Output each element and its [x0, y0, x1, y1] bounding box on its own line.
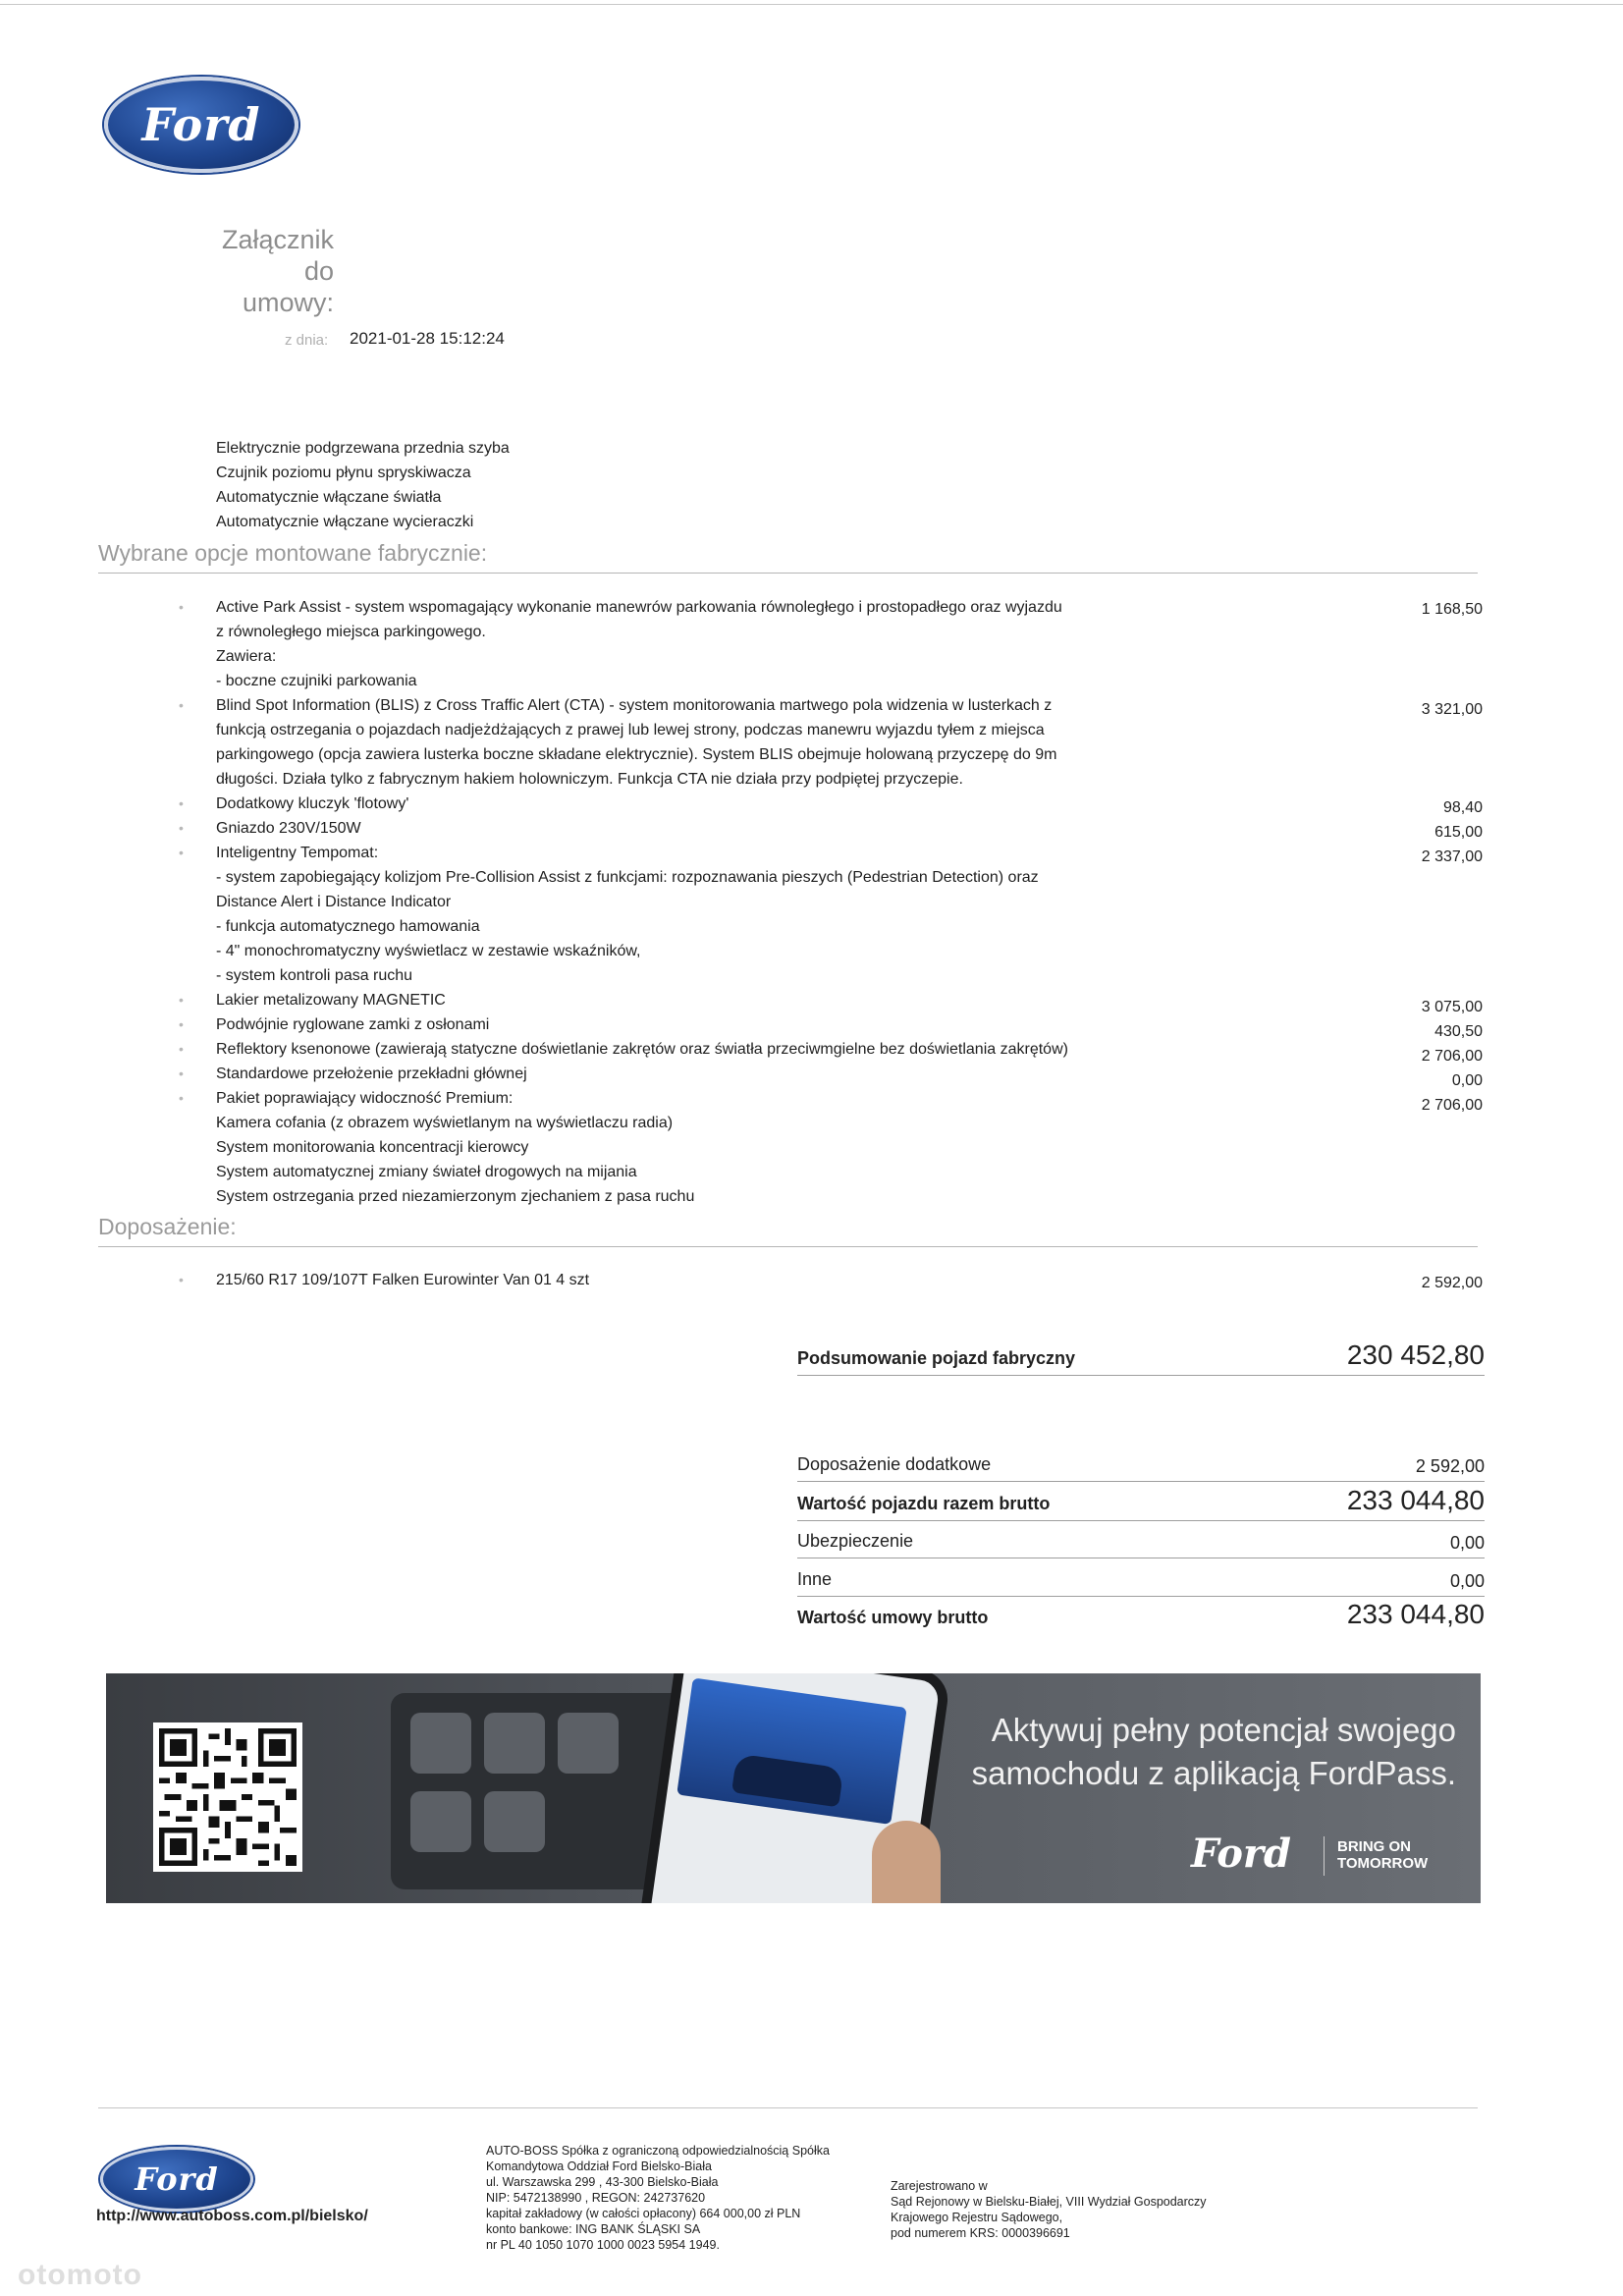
summary-label: Ubezpieczenie [797, 1531, 914, 1551]
option-line: Inteligentny Tempomat: [216, 845, 379, 861]
registration-info [891, 2178, 1207, 2241]
company-line: ul. Warszawska 299 , 43-300 Bielsko-Biała [486, 2175, 719, 2189]
option-price: 3 075,00 [1421, 999, 1483, 1015]
option-line: - funkcja automatycznego hamowania [216, 918, 480, 935]
date-value: 2021-01-28 15:12:24 [350, 329, 505, 348]
option-line: parkingowego (opcja zawiera lusterka boczne składane elektrycznie). System BLIS obejmuje holowaną przyczepę do 9m [216, 746, 1057, 763]
bullet-icon: • [179, 599, 184, 615]
hand-image [872, 1821, 941, 1903]
summary-value: 233 044,80 [1346, 1485, 1485, 1515]
option-line: funkcją ostrzegania o pojazdach nadjeżdżających z prawej lub lewej strony, podczas manewru wyjazdu tyłem z miejsca [216, 722, 1045, 738]
bullet-icon: • [179, 795, 184, 811]
option-line: Dodatkowy kluczyk 'flotowy' [216, 795, 409, 812]
company-line: konto bankowe: ING BANK ŚLĄSKI SA [486, 2222, 701, 2236]
summary-contract-total-row [797, 1595, 1485, 1634]
banner-tagline [1337, 1838, 1428, 1872]
dashboard-tile [410, 1713, 471, 1774]
summary-factory-row [797, 1332, 1485, 1376]
option-line: z równoległego miejsca parkingowego. [216, 624, 486, 640]
page-title [187, 224, 334, 318]
company-line: AUTO-BOSS Spółka z ograniczoną odpowiedzialnością Spółka [486, 2144, 830, 2158]
option-line: - system zapobiegający kolizjom Pre-Collision Assist z funkcjami: rozpoznawania pieszych (Pedestrian Detection) oraz [216, 869, 1039, 886]
summary-vehicle-total-row [797, 1481, 1485, 1521]
summary-label: Wartość pojazdu razem brutto [797, 1494, 1051, 1513]
summary-value: 0,00 [1449, 1571, 1485, 1591]
summary-insurance-row [797, 1522, 1485, 1558]
tagline-line: TOMORROW [1337, 1855, 1429, 1872]
footer-ford-logo [100, 2147, 253, 2212]
banner-line: Aktywuj pełny potencjał swojego [991, 1712, 1456, 1748]
bullet-icon: • [179, 1272, 184, 1287]
option-item [179, 816, 1483, 841]
banner-line: samochodu z aplikacją FordPass. [971, 1755, 1456, 1791]
registration-line: pod numerem KRS: 0000396691 [891, 2226, 1070, 2240]
standard-feature: Automatycznie włączane wycieraczki [216, 514, 474, 530]
accessory-label: 215/60 R17 109/107T Falken Eurowinter Van 01 4 szt [216, 1272, 590, 1288]
option-item [179, 841, 1483, 988]
standard-feature: Czujnik poziomu płynu spryskiwacza [216, 465, 471, 481]
bullet-icon: • [179, 1016, 184, 1032]
option-line: Lakier metalizowany MAGNETIC [216, 992, 446, 1009]
company-line: Komandytowa Oddział Ford Bielsko-Biała [486, 2159, 712, 2173]
option-line: Podwójnie ryglowane zamki z osłonami [216, 1016, 490, 1033]
option-line: System monitorowania koncentracji kierowcy [216, 1139, 529, 1156]
banner-ford-logo: Ford [1191, 1831, 1291, 1877]
option-line: Standardowe przełożenie przekładni głównej [216, 1066, 527, 1082]
option-item [179, 1012, 1483, 1040]
option-line: Reflektory ksenonowe (zawierają statyczne doświetlanie zakrętów oraz światła przeciwmgielne bez doświetlania zakrętów) [216, 1041, 1068, 1058]
option-line: - system kontroli pasa ruchu [216, 967, 413, 984]
option-price: 98,40 [1442, 799, 1483, 816]
option-item [179, 988, 1483, 1015]
option-line: - 4" monochromatyczny wyświetlacz w zestawie wskaźników, [216, 943, 641, 959]
option-price: 2 706,00 [1421, 1097, 1483, 1114]
registration-line: Zarejestrowano w [891, 2179, 988, 2193]
bullet-icon: • [179, 820, 184, 836]
ford-logo [104, 77, 298, 173]
option-item [179, 595, 1483, 693]
option-line: Zawiera: [216, 648, 277, 665]
option-item [179, 1062, 1483, 1089]
top-scan-line [0, 4, 1623, 5]
option-line: Gniazdo 230V/150W [216, 820, 361, 837]
accessory-price: 2 592,00 [1421, 1275, 1483, 1291]
option-line: System automatycznej zmiany świateł drogowych na mijania [216, 1164, 637, 1180]
bullet-icon: • [179, 1066, 184, 1081]
bullet-icon: • [179, 1090, 184, 1106]
option-line: Distance Alert i Distance Indicator [216, 894, 452, 910]
option-price: 2 706,00 [1421, 1048, 1483, 1065]
summary-extra-row [797, 1446, 1485, 1482]
summary-label: Inne [797, 1569, 833, 1589]
tagline-line: BRING ON [1337, 1838, 1411, 1855]
dashboard-tile [558, 1713, 619, 1774]
dashboard-tile [484, 1791, 545, 1852]
bullet-icon: • [179, 992, 184, 1008]
otomoto-watermark: otomoto [18, 2259, 142, 2291]
standard-feature: Elektrycznie podgrzewana przednia szyba [216, 440, 510, 457]
company-line: kapitał zakładowy (w całości opłacony) 664 000,00 zł PLN [486, 2207, 801, 2220]
option-line: długości. Działa tylko z fabrycznym hakiem holowniczym. Funkcja CTA nie działa przy podpiętej przyczepie. [216, 771, 963, 788]
bullet-icon: • [179, 1041, 184, 1057]
qr-code-icon[interactable] [153, 1722, 302, 1872]
section-factory-options: Wybrane opcje montowane fabrycznie: [98, 540, 1478, 574]
section-accessories: Doposażenie: [98, 1214, 1478, 1247]
option-line: Kamera cofania (z obrazem wyświetlanym na wyświetlaczu radia) [216, 1115, 674, 1131]
option-line: Pakiet poprawiający widoczność Premium: [216, 1090, 514, 1107]
option-line: - boczne czujniki parkowania [216, 673, 417, 689]
summary-value: 0,00 [1449, 1533, 1485, 1553]
bullet-icon: • [179, 845, 184, 860]
option-price: 615,00 [1434, 824, 1483, 841]
footer-logo-text: Ford [135, 2160, 219, 2198]
option-price: 0,00 [1451, 1072, 1483, 1089]
dashboard-tile [410, 1791, 471, 1852]
date-label: z dnia: [285, 332, 329, 349]
option-item [179, 1086, 1483, 1209]
summary-other-row [797, 1560, 1485, 1597]
title-line-2: umowy: [242, 288, 334, 317]
bullet-icon: • [179, 697, 184, 713]
dealer-website-link[interactable]: http://www.autoboss.com.pl/bielsko/ [96, 2208, 368, 2224]
summary-label: Podsumowanie pojazd fabryczny [797, 1348, 1076, 1368]
summary-value: 233 044,80 [1346, 1599, 1485, 1629]
company-info [486, 2143, 830, 2253]
option-item [179, 693, 1483, 792]
fordpass-banner[interactable] [106, 1673, 1481, 1903]
option-price: 2 337,00 [1421, 848, 1483, 865]
banner-headline [950, 1709, 1456, 1795]
summary-value: 230 452,80 [1346, 1339, 1485, 1370]
option-line: Active Park Assist - system wspomagający wykonanie manewrów parkowania równoległego i prostopadłego oraz wyjazdu [216, 599, 1062, 616]
car-icon [731, 1753, 843, 1807]
registration-line: Sąd Rejonowy w Bielsku-Białej, VIII Wydział Gospodarczy [891, 2195, 1207, 2209]
summary-value: 2 592,00 [1415, 1456, 1485, 1476]
option-item [179, 792, 1483, 816]
ford-logo-text: Ford [141, 98, 261, 151]
company-line: NIP: 5472138990 , REGON: 242737620 [486, 2191, 706, 2205]
footer-divider [98, 2107, 1478, 2108]
option-item [179, 1037, 1483, 1065]
phone-screen [676, 1677, 907, 1824]
dashboard-tile [484, 1713, 545, 1774]
standard-features-list [216, 436, 510, 534]
summary-label: Doposażenie dodatkowe [797, 1454, 992, 1474]
company-line: nr PL 40 1050 1070 1000 0023 5954 1949. [486, 2238, 720, 2252]
option-price: 3 321,00 [1421, 701, 1483, 718]
registration-line: Krajowego Rejestru Sądowego, [891, 2211, 1063, 2224]
summary-label: Wartość umowy brutto [797, 1608, 989, 1627]
option-price: 430,50 [1434, 1023, 1483, 1040]
option-line: Blind Spot Information (BLIS) z Cross Traffic Alert (CTA) - system monitorowania martwego pola widzenia w lusterkach z [216, 697, 1053, 714]
option-line: System ostrzegania przed niezamierzonym zjechaniem z pasa ruchu [216, 1188, 695, 1205]
option-price: 1 168,50 [1421, 601, 1483, 618]
title-line-1: Załącznik do [221, 225, 334, 286]
standard-feature: Automatycznie włączane światła [216, 489, 442, 506]
accessory-item [179, 1268, 1483, 1292]
banner-divider [1324, 1836, 1325, 1876]
